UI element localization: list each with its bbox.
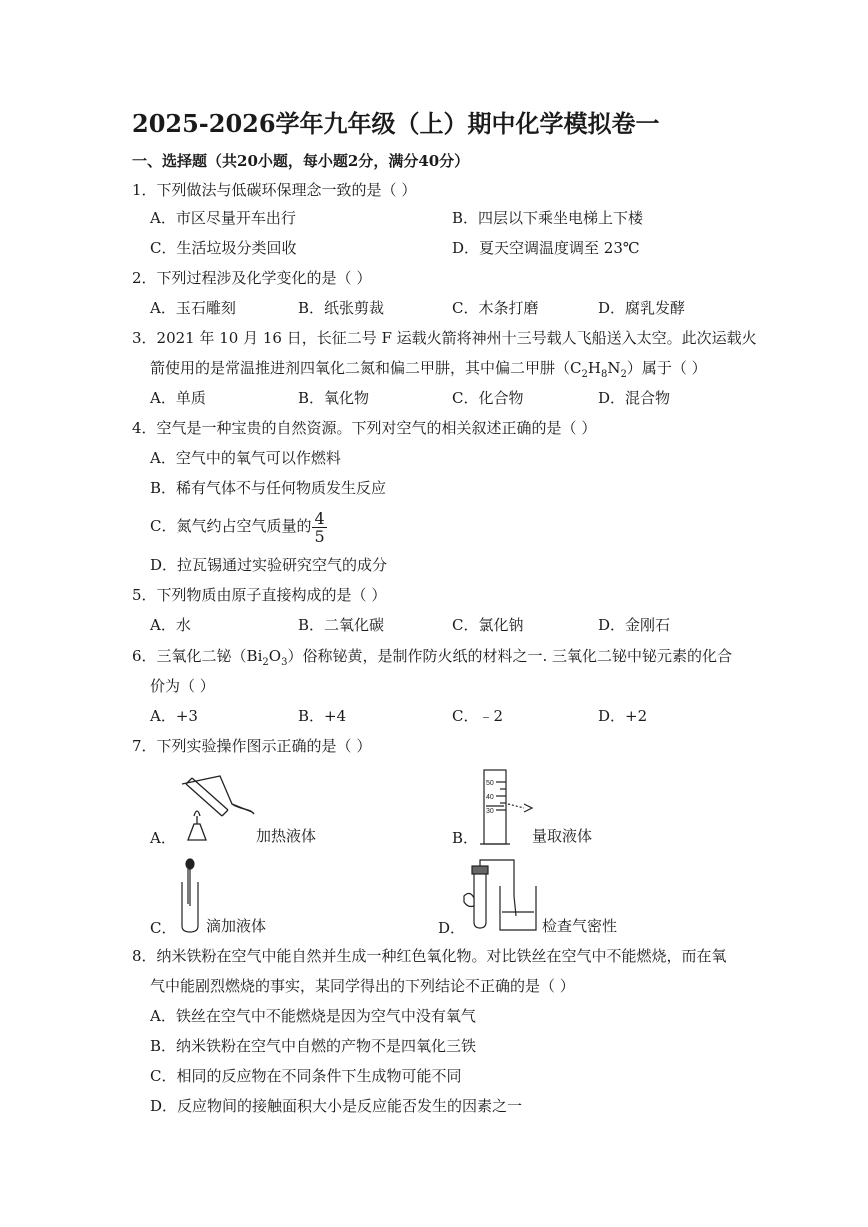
question-4-option-d: D．拉瓦锡通过实验研究空气的成分 <box>150 556 388 574</box>
question-2-stem: 2．下列过程涉及化学变化的是（ ） <box>132 269 372 287</box>
question-4-option-c <box>150 508 327 545</box>
question-8-option-a: A．铁丝在空气中不能燃烧是因为空气中没有氧气 <box>150 1007 476 1025</box>
fraction-numerator: 4 <box>314 508 325 528</box>
question-8-stem-line2: 气中能剧烈燃烧的事实，某同学得出的下列结论不正确的是（ ） <box>150 977 575 995</box>
question-7-option-a-label: 加热液体 <box>256 827 317 845</box>
question-6-option-c: C．﹣2 <box>452 707 504 725</box>
question-8-stem-line1: 8．纳米铁粉在空气中能自然并生成一种红色氧化物。对比铁丝在空气中不能燃烧，而在氧 <box>132 947 727 965</box>
formula-subscript: 2 <box>581 369 588 380</box>
cylinder-tick-label: 40 <box>486 794 494 801</box>
formula-subscript: 2 <box>620 369 627 380</box>
question-3-stem-line1: 3．2021 年 10 月 16 日，长征二号 F 运载火箭将神州十三号载人飞船送入太空。此次运载火 <box>132 329 757 347</box>
fraction <box>312 510 326 545</box>
question-1-stem: 1．下列做法与低碳环保理念一致的是（ ） <box>132 181 417 199</box>
question-2-option-d: D．腐乳发酵 <box>598 299 686 317</box>
cylinder-tick-label: 50 <box>486 780 494 787</box>
question-6-stem-line2: 价为（ ） <box>150 677 215 695</box>
cylinder-tick-label: 30 <box>486 808 494 815</box>
heating-liquid-figure <box>172 768 260 846</box>
formula-element: N <box>607 359 621 377</box>
question-6-option-b: B．+4 <box>298 707 347 725</box>
question-5-option-a: A．水 <box>150 616 191 634</box>
formula-element: O <box>268 647 282 665</box>
question-8-option-d: D．反应物间的接触面积大小是反应能否发生的因素之一 <box>150 1097 523 1115</box>
formula-element: H <box>587 359 601 377</box>
fraction-denominator: 5 <box>314 526 325 546</box>
question-3-stem-line2 <box>150 358 707 381</box>
airtightness-check-figure <box>460 856 544 936</box>
question-6-option-a: A．+3 <box>150 707 198 725</box>
question-2-option-a: A．玉石雕刻 <box>150 299 236 317</box>
question-8-option-b: B．纳米铁粉在空气中自燃的产物不是四氧化三铁 <box>150 1037 477 1055</box>
formula-subscript: 2 <box>262 657 269 668</box>
formula-subscript: 8 <box>600 369 608 380</box>
question-5-option-c: C．氯化钠 <box>452 616 524 634</box>
question-4-option-b: B．稀有气体不与任何物质发生反应 <box>150 479 387 497</box>
question-3-option-a: A．单质 <box>150 389 206 407</box>
question-7-stem: 7．下列实验操作图示正确的是（ ） <box>132 737 372 755</box>
question-3-text-a: 箭使用的是常温推进剂四氧化二氮和偏二甲肼，其中偏二甲肼（C <box>150 359 582 377</box>
question-7-option-b-letter: B． <box>452 829 479 847</box>
question-2-option-c: C．木条打磨 <box>452 299 539 317</box>
question-1-option-a: A．市区尽量开车出行 <box>150 209 296 227</box>
question-7-option-a-letter: A． <box>150 829 176 847</box>
question-6-option-d: D．+2 <box>598 707 648 725</box>
question-7-option-c-label: 滴加液体 <box>206 917 267 935</box>
question-1-option-c: C．生活垃圾分类回收 <box>150 239 297 257</box>
question-4-stem: 4．空气是一种宝贵的自然资源。下列对空气的相关叙述正确的是（ ） <box>132 419 597 437</box>
question-1-option-b: B．四层以下乘坐电梯上下楼 <box>452 209 644 227</box>
question-6-stem-line1 <box>132 646 732 669</box>
question-4-option-c-text: C．氮气约占空气质量的 <box>150 517 312 535</box>
formula-subscript: 3 <box>281 657 288 668</box>
question-2-option-b: B．纸张剪裁 <box>298 299 385 317</box>
section-heading: 一、选择题（共20小题，每小题2分，满分40分） <box>132 152 470 170</box>
question-8-option-c: C．相同的反应物在不同条件下生成物可能不同 <box>150 1067 462 1085</box>
question-7-option-c-letter: C． <box>150 919 177 937</box>
question-5-option-b: B．二氧化碳 <box>298 616 385 634</box>
question-3-option-d: D．混合物 <box>598 389 671 407</box>
question-7-option-d-label: 检查气密性 <box>542 917 618 935</box>
question-3-option-b: B．氧化物 <box>298 389 370 407</box>
question-5-option-d: D．金刚石 <box>598 616 671 634</box>
question-7-option-b-label: 量取液体 <box>532 827 593 845</box>
question-3-option-c: C．化合物 <box>452 389 524 407</box>
question-7-option-d-letter: D． <box>438 919 466 937</box>
question-4-option-a: A．空气中的氧气可以作燃料 <box>150 449 341 467</box>
question-1-option-d: D．夏天空调温度调至 23℃ <box>452 239 640 257</box>
question-3-text-b: ）属于（ ） <box>626 359 707 377</box>
page-title: 2025-2026学年九年级（上）期中化学模拟卷一 <box>132 109 660 138</box>
question-5-stem: 5．下列物质由原子直接构成的是（ ） <box>132 586 387 604</box>
question-6-text-a: 6．三氧化二铋（Bi <box>132 647 263 665</box>
question-6-text-c: ）俗称铋黄，是制作防火纸的材料之一. 三氧化二铋中铋元素的化合 <box>287 647 732 665</box>
